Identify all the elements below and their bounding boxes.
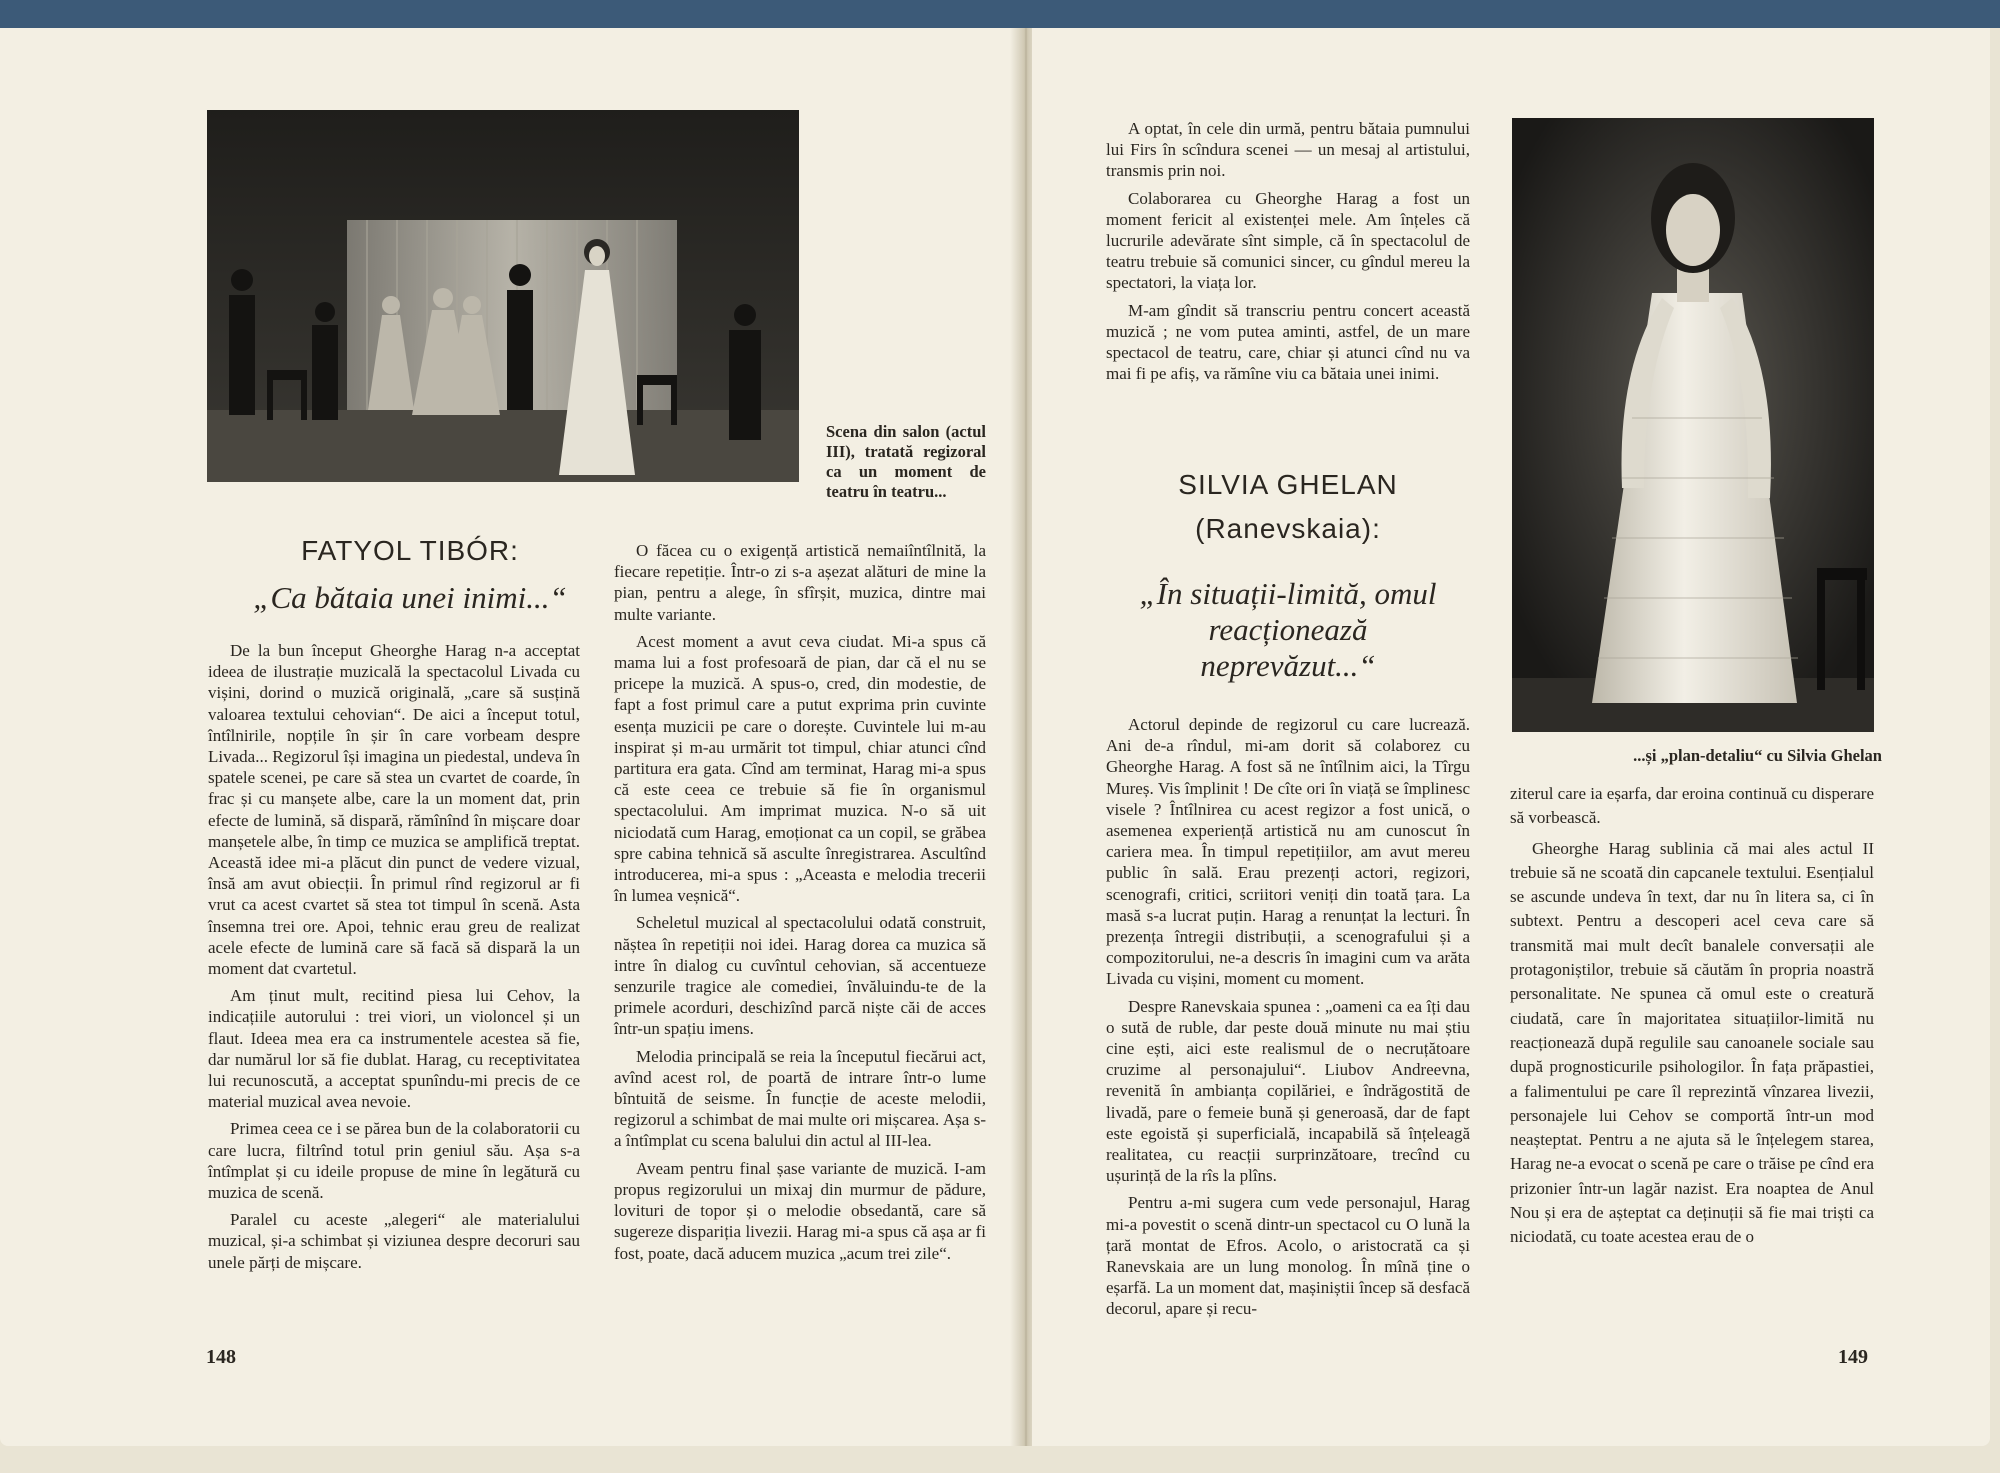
author-role: (Ranevskaia): (1195, 513, 1381, 544)
portrait-photo-illustration (1512, 118, 1874, 732)
article-title: „În situații-limită, omul reacționează neprevăzut...“ (1139, 576, 1437, 683)
paragraph: Paralel cu aceste „alegeri“ ale materialului muzical, și-a schimbat și viziunea despre decoruri sau unele părți de mișcare. (208, 1210, 580, 1272)
paragraph: Aveam pentru final șase variante de muzică. I-am propus regizorului un mixaj din murmur de pădure, lovituri de topor și o melodie obsedantă, care să sugereze dispariția livezii. Harag mi-a spus că așa ar fi fost, poate, dacă aducem muzica „acum trei zile“. (614, 1158, 986, 1263)
left-column-1 (208, 640, 580, 1279)
stage-photo (207, 110, 799, 482)
page-number: 148 (206, 1346, 236, 1368)
paragraph: Despre Ranevskaia spunea : „oameni ca ea îți dau o sută de ruble, dar peste două minute nu mai știu cine ești, aici este realismul de o necruțătoare cruzime al personajului“. Liubov Andreevna, revenită în ambianța copilăriei, e îndrăgostită de livadă, pare o femeie bună și generoasă, dar de fapt este egoistă și superficială, incapabilă să înțeleagă realitatea, cu reacții surprinzătoare, trecînd cu ușurință de la rîs la plîns. (1106, 996, 1470, 1186)
photo-caption: Scena din salon (actul III), tratată regizoral ca un moment de teatru în teatru... (826, 422, 986, 501)
paragraph: M-am gîndit să transcriu pentru concert această muzică ; ne vom putea aminti, astfel, de un mare spectacol de teatru, care, chiar și atunci cînd nu va mai fi pe afiș, va rămîne viu ca bătaia unei inimi. (1106, 300, 1470, 384)
author-heading: FATYOL TIBÓR: (301, 535, 519, 566)
right-column-2 (1510, 782, 1874, 1256)
paragraph: Actorul depinde de regizorul cu care lucrează. Ani de-a rîndul, mi-am dorit să colaborez cu Gheorghe Harag. A fost să ne întîlnim aici, la Tîrgu Mureș. Vis împlinit ! De cîte ori în viață se împlinesc visele ? Întîlnirea cu acest regizor a fost unică, o asemenea experiență artistică nu am cunoscut în cariera mea. În timpul repetițiilor, am avut mereu public în sală. Erau prezenți actori, regizori, scenografi, critici, scriitori veniți din toată țara. La masă s-a lucrat puțin. Harag a renunțat la lecturi. În prezența întregii distribuții, a scenografului și a compozitorului, ne-a descris în imagini cum va arăta Livada cu vișini, moment cu moment. (1106, 715, 1470, 989)
paragraph: ziterul care ia eșarfa, dar eroina continuă cu disperare să vorbească. (1510, 784, 1874, 828)
author-name: SILVIA GHELAN (1178, 469, 1398, 500)
paragraph: Melodia principală se reia la începutul fiecărui act, avînd acest rol, de poartă de intrare într-o lume bîntuită de seisme. În funcție de aceste melodii, regizorul a schimbat de mai multe ori mișcarea. Așa s-a întîmplat cu scena balului din actul al III-lea. (614, 1046, 986, 1151)
right-column-1-top (1106, 118, 1470, 390)
paragraph: A optat, în cele din urmă, pentru bătaia pumnului lui Firs în scîndura scenei — un mesaj al artistului, transmis prin noi. (1106, 119, 1470, 181)
book-spread (0, 28, 2000, 1473)
paragraph: Acest moment a avut ceva ciudat. Mi-a spus că mama lui a fost profesoară de pian, dar că el nu se pricepe la muzică. A spus-o, cred, din modestie, de fapt a fost primul care a putut exprima prin cuvinte esența muzicii pe care o dorește. Cuvintele lui m-au inspirat și m-au urmărit tot timpul, chiar atunci cînd partitura era gata. Cînd am terminat, Harag mi-a spus că este ceea ce trebuie să fie în organismul spectacolului. Am imprimat muzica. N-o să uit niciodată cum Harag, emoționat ca un copil, se grăbea spre cabina tehnică să asculte înregistrarea. Ascultînd introducerea, mi-a spus : „Aceasta e melodia trecerii în lumea veșnică“. (614, 631, 986, 906)
paragraph: De la bun început Gheorghe Harag n-a acceptat ideea de ilustrație muzicală la spectacolul Livada cu vișini, dorind o muzică originală, „care să susțină valoarea textului cehovian“. De aici a început totul, întîlnirile, nopțile în șir în care vorbeam despre Livada... Regizorul își imagina un piedestal, undeva în spatele scenei, pe care să stea un cvartet de coarde, în frac și cu manșete albe, care la un moment dat, prin efecte de lumină, să dispară, rămînînd în mișcare doar manșetele albe, în timp ce muzica se amplifică treptat. Această idee mi-a plăcut din punct de vedere vizual, însă am avut obiecții. În primul rînd regizorul ar fi vrut ca acest cvartet să stea tot timpul în scenă. Asta însemna trei ore. Apoi, tehnic erau greu de realizat acele efecte de lumină care să facă să dispară la un moment dat cvartetul. (208, 641, 580, 979)
paragraph: Primea ceea ce i se părea bun de la colaboratorii cu care lucra, filtrînd totul prin geniul său. Așa s-a întîmplat și cu ideile propuse de mine în legătură cu muzica de scenă. (208, 1119, 580, 1203)
paragraph: Gheorghe Harag sublinia că mai ales actul II trebuie să ne scoată din capcanele textului. Esențialul se ascunde undeva în text, dar nu în litera sa, ci în subtext. Pentru a descoperi acel ceva care să transmită mai mult decît banalele conversații ale protagoniștilor, trebuie să căutăm în propria noastră personalitate. Ne spunea că omul este o creatură ciudată, care în majoritatea situațiilor-limită nu reacționează după regulile sau canoanele sociale sau după prognosticurile psihologilor. În fața prăpastiei, a falimentului pe care îl reprezintă vînzarea livezii, personajele lui Cehov se comportă într-un mod neașteptat. Pentru a ne ajuta să le înțelegem starea, Harag ne-a evocat o scenă pe care o trăise pe cînd era prizonier într-un lagăr nazist. Era noaptea de Anul Nou și era de așteptat ca deținuții să fie mai triști ca niciodată, cu toate acestea erau de o (1510, 838, 1874, 1247)
stage-photo-illustration (207, 110, 799, 482)
paragraph: O făcea cu o exigență artistică nemaiîntîlnită, la fiecare repetiție. Într-o zi s-a așezat alături de mine la pian, pentru a alege, în sfîrșit, muzica, dintre mai multe variante. (614, 541, 986, 624)
right-column-1-bottom (1106, 714, 1470, 1326)
portrait-photo (1512, 118, 1874, 732)
right-page (1032, 28, 1990, 1446)
left-page (0, 28, 1020, 1446)
left-column-2 (614, 540, 986, 1270)
paragraph: Scheletul muzical al spectacolului odată construit, năștea în repetiții noi idei. Harag dorea ca muzica să intre în dialog cu cuvîntul cehovian, să accentueze senzurile tragice ale comediei, învăluindu-te de la primele acorduri, deschizînd parcă niște căi de acces într-un spațiu imens. (614, 913, 986, 1039)
article-title: „Ca bătaia unei inimi...“ (253, 580, 567, 615)
page-number: 149 (1838, 1346, 1868, 1368)
photo-caption: ...și „plan-detaliu“ cu Silvia Ghelan (1633, 746, 1882, 765)
paragraph: Colaborarea cu Gheorghe Harag a fost un moment fericit al existenței mele. Am înțeles că lucrurile adevărate sînt simple, că în spectacolul de teatru trebuie să comunici sincer, cu gîndul mereu la spectatori, la viața lor. (1106, 188, 1470, 293)
paragraph: Pentru a-mi sugera cum vede personajul, Harag mi-a povestit o scenă dintr-un spectacol cu O lună la țară montat de Efros. Acolo, o aristocrată ca și Ranevskaia are un lung monolog. În mînă ține o eșarfă. La un moment dat, mașiniștii încep să desfacă decorul, apare și recu- (1106, 1193, 1470, 1319)
paragraph: Am ținut mult, recitind piesa lui Cehov, la indicațiile autorului : trei viori, un violoncel și un flaut. Ideea mea era ca instrumentele acestea să fie, dar numărul lor să fie dublat. Harag, cu receptivitatea lui recunoscută, a acceptat spunîndu-mi precis de ce material muzical avea nevoie. (208, 986, 580, 1112)
